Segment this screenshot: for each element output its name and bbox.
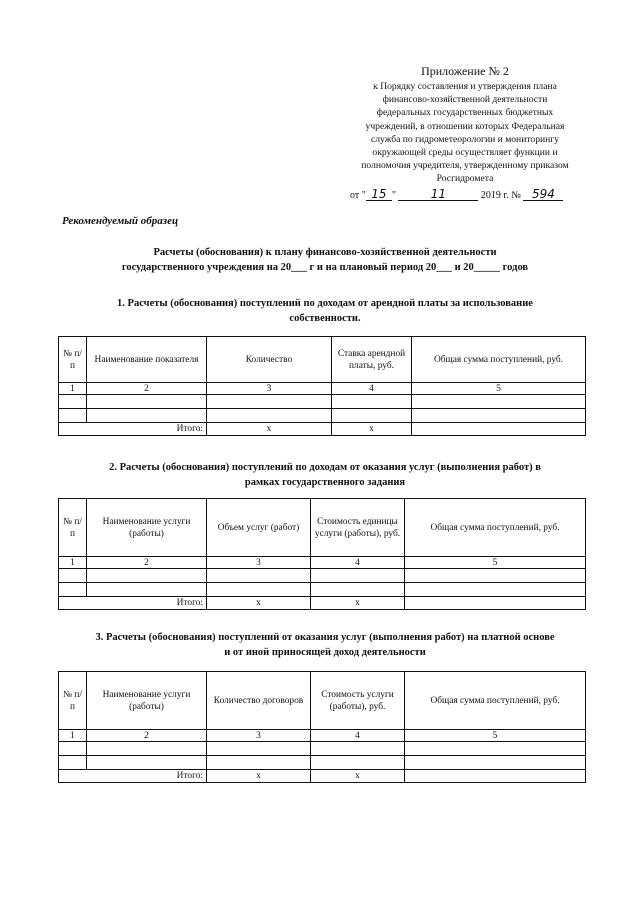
col-header: Ставка арендной платы, руб. [332,337,412,383]
appendix-title: Приложение № 2 [421,64,509,78]
table-cell [59,756,87,770]
table-cell [59,395,87,409]
table-cell [405,583,586,597]
col-header: № п/п [59,499,87,557]
col-number: 1 [59,730,87,742]
order-day: 15 [366,189,392,201]
page-title [60,245,590,275]
appendix-line: к Порядку составления и утверждения плана [373,81,557,92]
table-cell [59,583,87,597]
table-cell [87,742,207,756]
total-label: Итого: [59,770,207,783]
total-cell: x [207,597,311,610]
table-row [59,569,586,583]
section-1-title [60,296,590,326]
col-header: Количество [207,337,332,383]
col-header: Объем услуг (работ) [207,499,311,557]
col-number: 4 [311,557,405,569]
table-row [59,395,586,409]
table-cell [332,409,412,423]
table-cell [405,756,586,770]
section-3-title [60,630,590,660]
appendix-line: финансово-хозяйственной деятельности [382,94,548,106]
total-label: Итого: [59,597,207,610]
col-header: Наименование услуги (работы) [87,499,207,557]
table-cell [87,569,207,583]
section-title-line: и от иной приносящей доход деятельности [224,647,426,658]
table-total-row [59,770,586,783]
col-number: 5 [412,383,586,395]
table-cell [207,569,311,583]
col-header: Количество договоров [207,672,311,730]
total-cell: x [207,770,311,783]
col-header: Стоимость услуги (работы), руб. [311,672,405,730]
table-cell [311,569,405,583]
table-cell [311,583,405,597]
appendix-line: учреждений, в отношении которых Федеральная [365,120,565,132]
col-number: 2 [87,557,207,569]
table-total-row [59,597,586,610]
table-cell [87,409,207,423]
table-cell [311,742,405,756]
section-title-line: 1. Расчеты (обоснования) поступлений по доходам от арендной платы за использование [117,298,533,309]
page-title-line: государственного учреждения на 20___ г и на плановый период 20___ и 20_____ годов [121,262,529,273]
section-title-line: 3. Расчеты (обоснования) поступлений от оказания услуг (выполнения работ) на платной основе [95,632,555,643]
table-header-row [59,337,586,383]
table-number-row [59,730,586,742]
col-number: 1 [59,557,87,569]
col-number: 3 [207,383,332,395]
order-mid: " [391,190,396,201]
table-number-row [59,557,586,569]
col-number: 5 [405,557,586,569]
section-1-table [58,336,586,436]
section-3-table [58,671,586,783]
table-cell [87,395,207,409]
table-cell [59,742,87,756]
total-cell: x [332,423,412,436]
table-cell [412,409,586,423]
col-number: 5 [405,730,586,742]
table-cell [405,569,586,583]
table-cell [207,583,311,597]
table-row [59,756,586,770]
col-header: Общая сумма поступлений, руб. [412,337,586,383]
col-header: № п/п [59,337,87,383]
total-cell: x [311,770,405,783]
table-cell [207,756,311,770]
col-header: Наименование показателя [87,337,207,383]
col-number: 4 [311,730,405,742]
col-header: Общая сумма поступлений, руб. [405,672,586,730]
table-cell [87,756,207,770]
appendix-line: окружающей среды осуществляет функции и [372,147,558,159]
table-row [59,409,586,423]
col-number: 2 [87,730,207,742]
appendix-line: федеральных государственных бюджетных [376,107,554,119]
page-title-line: Расчеты (обоснования) к плану финансово-хозяйственной деятельности [153,247,497,258]
section-2-title [60,460,590,490]
section-title-line: собственности. [289,313,361,324]
table-row [59,742,586,756]
section-2-table [58,498,586,610]
total-label: Итого: [59,423,207,436]
table-cell [207,409,332,423]
col-header: Наименование услуги (работы) [87,672,207,730]
col-header: Общая сумма поступлений, руб. [405,499,586,557]
section-title-line: рамках государственного задания [244,477,406,488]
col-header: Стоимость единицы услуги (работы), руб. [311,499,405,557]
table-header-row [59,672,586,730]
order-prefix: от " [350,190,366,201]
table-cell [405,597,586,610]
col-number: 3 [207,730,311,742]
total-cell: x [311,597,405,610]
table-cell [59,409,87,423]
appendix-block [330,64,600,186]
table-cell [405,770,586,783]
table-total-row [59,423,586,436]
appendix-line: полномочия учредителя, утвержденному приказом [361,160,569,172]
table-cell [412,423,586,436]
col-number: 3 [207,557,311,569]
col-header: № п/п [59,672,87,730]
order-date-line [350,189,590,201]
table-cell [412,395,586,409]
recommended-sample-label: Рекомендуемый образец [62,215,179,227]
appendix-line: Росгидромета [436,173,494,185]
table-cell [311,756,405,770]
table-cell [87,583,207,597]
table-cell [207,395,332,409]
table-cell [405,742,586,756]
order-number: 594 [523,189,563,201]
total-cell: x [207,423,332,436]
table-row [59,583,586,597]
section-title-line: 2. Расчеты (обоснования) поступлений по доходам от оказания услуг (выполнения работ) в [109,462,541,473]
table-cell [59,569,87,583]
table-cell [332,395,412,409]
col-number: 4 [332,383,412,395]
order-year: 2019 г. № [480,190,521,201]
col-number: 1 [59,383,87,395]
col-number: 2 [87,383,207,395]
table-header-row [59,499,586,557]
table-cell [207,742,311,756]
order-month: 11 [398,189,478,201]
table-number-row [59,383,586,395]
appendix-line: служба по гидрометеорологии и мониторингу [370,133,559,145]
